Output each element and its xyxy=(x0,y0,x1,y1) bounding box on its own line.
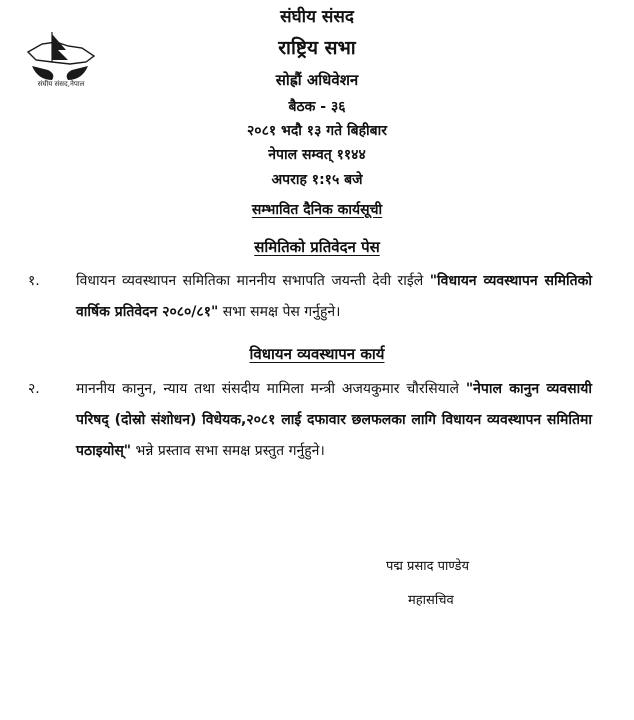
agenda-item-1 xyxy=(28,266,592,328)
agenda-item-bold: "विधायन व्यवस्थापन समितिको वार्षिक प्रतिवेदन २०८०/८१" xyxy=(76,273,592,320)
agenda-item-bold: "नेपाल कानुन व्यवसायी परिषद् (दोस्रो संशोधन) विधेयक,२०८१ लाई दफावार छलफलका लागि विधायन व्यवस्थापन समितिमा पठाइयोस्" xyxy=(76,381,593,459)
header-meeting-number: बैठक - ३६ xyxy=(288,99,346,115)
agenda-title: सम्भावित दैनिक कार्यसूची xyxy=(251,202,383,218)
header-parliament: संघीय संसद xyxy=(280,7,354,27)
agenda-item-text xyxy=(76,374,592,467)
header-date: २०८१ भदौ १३ गते बिहीबार xyxy=(247,123,387,139)
section-heading-report: समितिको प्रतिवेदन पेस xyxy=(254,238,380,256)
agenda-item-number: १. xyxy=(28,273,40,289)
agenda-item-number: २. xyxy=(28,381,40,397)
header-session: सोह्रौं अधिवेशन xyxy=(275,71,359,89)
header-nepal-sambat: नेपाल सम्वत् ११४४ xyxy=(268,147,366,163)
agenda-item-suffix: भन्ने प्रस्ताव सभा समक्ष प्रस्तुत गर्नुहुने। xyxy=(131,443,325,459)
signatory-name: पद्म प्रसाद पाण्डेय xyxy=(386,559,470,574)
agenda-item-prefix: विधायन व्यवस्थापन समितिका माननीय सभापति जयन्ती देवी राईले xyxy=(76,273,430,289)
agenda-item-2 xyxy=(28,374,592,467)
agenda-item-text xyxy=(76,266,592,328)
agenda-item-prefix: माननीय कानुन, न्याय तथा संसदीय मामिला मन्त्री अजयकुमार चौरसियाले xyxy=(76,381,466,397)
agenda-item-suffix: सभा समक्ष पेस गर्नुहुने। xyxy=(218,304,341,320)
header-time: अपराह १:१५ बजे xyxy=(271,172,363,188)
emblem-caption: संघीय संसद,नेपाल xyxy=(37,80,85,88)
section-heading-legislation: विधायन व्यवस्थापन कार्य xyxy=(249,345,385,363)
header-national-assembly: राष्ट्रिय सभा xyxy=(278,37,356,59)
signatory-title: महासचिव xyxy=(408,593,454,608)
